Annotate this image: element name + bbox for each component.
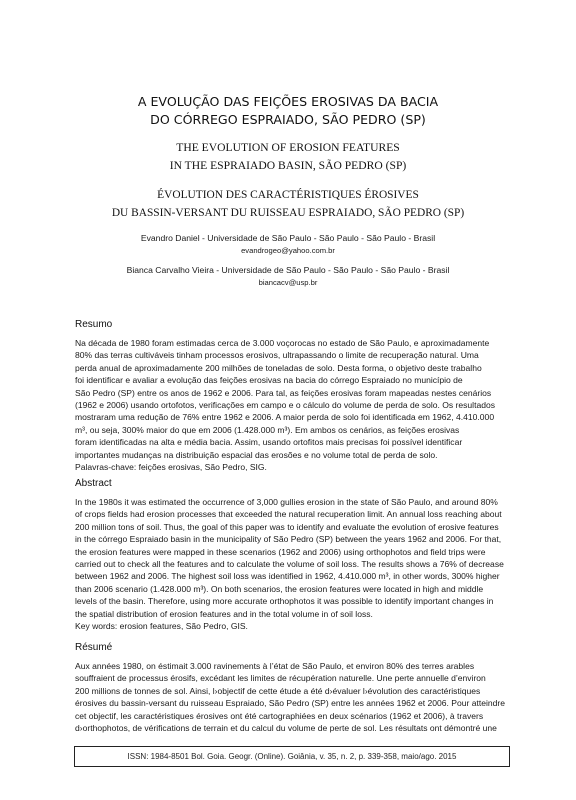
author-email: evandrogeo@yahoo.com.br [241,246,335,255]
text-line: In the 1980s it was estimated the occurrence of 3,000 gullies erosion in the state of São Paulo, and around 80% [75,497,498,507]
text-line: carried out to check all the features and to calculate the volume of soil loss. The results shows a 76% of decrease [75,559,504,570]
text-line: 200 millions de tonnes de sol. Ainsi, l›objectif de cette étude a été d›évaluer l›évolution des caractéristiques [75,685,481,696]
text-line: cet objectif, les caractéristiques érosives ont été cartographiées en deux scénarios (1962 et 2006), à travers [75,710,484,721]
abstract-section [75,478,511,632]
text-line: of crops fields had erosion processes that exceeded the natural recuperation limit. An annual loss reaching about [75,509,502,520]
text-line: Na década de 1980 foram estimadas cerca de 3.000 voçorocas no estado de São Paulo, e aproximadamente [75,338,490,348]
text-line: m³, ou seja, 300% maior do que em 2006 (1.428.000 m³). Em ambos os cenários, as feições erosivas [75,424,460,435]
journal-citation-footer: ISSN: 1984-8501 Bol. Goia. Geogr. (Online). Goiânia, v. 35, n. 2, p. 339-358, maio/ago. 2015 [127,752,457,761]
text-line: souffraient de processus érosifs, excédant les limites de récupération naturelle. Une perte annuelle d’environ [75,673,486,684]
title-line: ÉVOLUTION DES CARACTÉRISTIQUES ÉROSIVES [157,189,419,201]
author-email: biancacv@usp.br [258,278,318,287]
text-line: 80% das terras cultiváveis tinham processos erosivos, ultrapassando o limite de recuperação natural. Uma [75,350,479,361]
abstract-body [75,496,511,620]
text-line: in the córrego Espraiado basin in the municipality of São Pedro (SP) between the years 1962 and 2006. For that, [75,534,502,545]
text-line: érosives du bassin-versant du ruisseau Espraiado, São Pedro (SP) entre les années 1962 et 2006. Pour atteindre [75,698,505,709]
text-line: between 1962 and 2006. The highest soil loss was identified in 1962, 4.410.000 m³, in other words, 300% higher [75,571,500,582]
abstract-keywords: Key words: erosion features, São Pedro, GIS. [75,621,248,632]
title-line: IN THE ESPRAIADO BASIN, SÃO PEDRO (SP) [169,159,407,172]
resumo-keywords: Palavras-chave: feições erosivas, São Pedro, SIG. [75,462,267,473]
resume-section [75,642,511,734]
text-line: foram identificadas na alta e média bacia. Assim, usando ortofitos mais precisas foi possível identificar [75,437,463,448]
text-line: Aux années 1980, on éstimait 3.000 ravinements à l’état de São Paulo, et environ 80% des terres arables [75,661,475,671]
text-line: d›orthophotos, de vérifications de terrain et du calcul du volume de perte de sol. Les résultats ont démontré une [75,723,497,734]
title-french [60,186,516,222]
text-line: levels of the basin. Therefore, using more accurate orthophotos it was possible to identify important changes in [75,596,494,607]
text-line: 200 million tons of soil. Thus, the goal of this paper was to identify and evaluate the evolution of erosive features [75,521,499,532]
author-affiliation: Evandro Daniel - Universidade de São Paulo - São Paulo - São Paulo - Brasil [140,233,436,243]
author-affiliation: Bianca Carvalho Vieira - Universidade de São Paulo - São Paulo - São Paulo - Brasil [126,265,450,275]
text-line: foi identificar e avaliar a evolução das feições erosivas na bacia do córrego Espraiado no município de [75,375,463,386]
title-english [70,139,506,175]
resumo-section [75,319,511,473]
title-portuguese [70,93,506,129]
text-line: perda anual de aproximadamente 200 milhões de toneladas de solo. Desta forma, o objetivo deste trabalho [75,362,482,373]
section-heading: Résumé [75,642,113,653]
text-line: importantes mudanças na distribuição espacial das erosões e no volume total de perda de solo. [75,449,438,460]
resume-body [75,660,511,734]
title-line: A EVOLUÇÃO DAS FEIÇÕES EROSIVAS DA BACIA [137,94,439,109]
text-line: the spatial distribution of erosion features and in the total volume in of soil loss. [75,608,373,619]
text-line: than 2006 scenario (1.428.000 m³). On both scenarios, the erosion features were located in high and middle [75,583,484,594]
section-heading: Abstract [75,478,112,489]
title-line: DO CÓRREGO ESPRAIADO, SÃO PEDRO (SP) [150,112,426,127]
resumo-body [75,337,511,461]
text-line: São Pedro (SP) entre os anos de 1962 e 2006. Para tal, as feições erosivas foram mapeadas nestes cenários [75,387,492,398]
title-line: THE EVOLUTION OF EROSION FEATURES [176,141,400,154]
text-line: mostraram uma redução de 76% entre 1962 e 2006. A maior perda de solo foi identificada em 1962, 4.410.000 [75,412,495,423]
section-heading: Resumo [75,319,113,330]
text-line: (1962 e 2006) usando ortofotos, verificações em campo e o cálculo do volume de perda de solo. Os resultados [75,400,495,411]
title-line: DU BASSIN-VERSANT DU RUISSEAU ESPRAIADO, SÃO PEDRO (SP) [111,207,465,219]
text-line: the erosion features were mapped in these scenarios (1962 and 2006) using orthophotos and field trips were [75,546,486,557]
